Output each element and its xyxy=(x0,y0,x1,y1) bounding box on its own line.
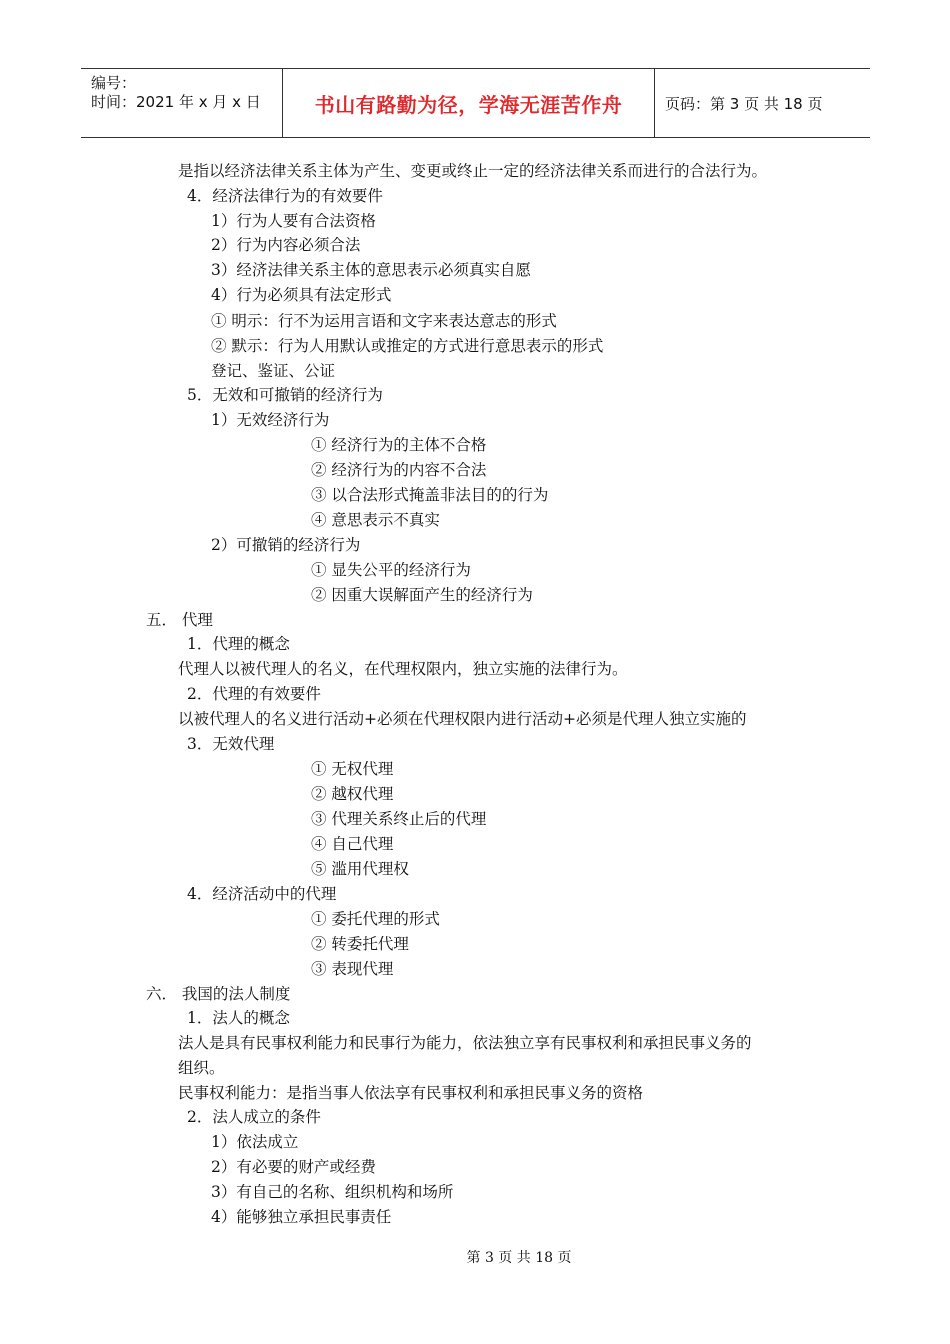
list-item: 2）可撤销的经济行为 xyxy=(211,536,361,554)
document-date-label: 时间：2021 年 x 月 x 日 xyxy=(91,93,261,111)
chapter-heading: 五． 代理 xyxy=(146,611,213,629)
list-item: ② 默示：行为人用默认或推定的方式进行意思表示的形式 xyxy=(211,337,604,355)
footer-page-number: 第 3 页 共 18 页 xyxy=(466,1250,572,1266)
list-item: 4）能够独立承担民事责任 xyxy=(211,1208,392,1226)
section-heading: 3．无效代理 xyxy=(187,735,275,753)
list-item: ① 显失公平的经济行为 xyxy=(311,561,471,579)
paragraph-line: 组织。 xyxy=(178,1059,225,1077)
list-item: ② 经济行为的内容不合法 xyxy=(311,461,487,479)
list-item: ② 因重大误解面产生的经济行为 xyxy=(311,586,533,604)
list-item: ④ 意思表示不真实 xyxy=(311,511,440,529)
page-footer xyxy=(0,1247,950,1267)
section-heading: 1．代理的概念 xyxy=(187,635,290,653)
list-item: 1）无效经济行为 xyxy=(211,411,330,429)
list-item: 1）行为人要有合法资格 xyxy=(211,212,376,230)
chapter-heading: 六． 我国的法人制度 xyxy=(146,985,291,1003)
list-item: ① 委托代理的形式 xyxy=(311,910,440,928)
header-page-cell xyxy=(655,69,870,137)
list-item: ① 无权代理 xyxy=(311,760,394,778)
section-heading: 4．经济法律行为的有效要件 xyxy=(187,187,383,205)
list-item: ④ 自己代理 xyxy=(311,835,394,853)
list-item: 1）依法成立 xyxy=(211,1133,299,1151)
section-heading: 2．法人成立的条件 xyxy=(187,1108,321,1126)
list-item: ③ 代理关系终止后的代理 xyxy=(311,810,487,828)
list-item: 2）行为内容必须合法 xyxy=(211,236,361,254)
list-item: ① 经济行为的主体不合格 xyxy=(311,436,487,454)
header-motto-cell xyxy=(283,69,655,137)
section-heading: 2．代理的有效要件 xyxy=(187,685,321,703)
paragraph-line: 民事权利能力：是指当事人依法享有民事权利和承担民事义务的资格 xyxy=(178,1084,644,1102)
page-header xyxy=(81,68,870,138)
list-item: ② 转委托代理 xyxy=(311,935,409,953)
list-item: 3）有自己的名称、组织机构和场所 xyxy=(211,1183,454,1201)
paragraph-line: 法人是具有民事权利能力和民事行为能力，依法独立享有民事权利和承担民事义务的 xyxy=(178,1034,752,1052)
section-heading: 4．经济活动中的代理 xyxy=(187,885,337,903)
list-item: 3）经济法律关系主体的意思表示必须真实自愿 xyxy=(211,261,531,279)
section-heading: 5．无效和可撤销的经济行为 xyxy=(187,386,383,404)
header-page-label: 页码：第 3 页 共 18 页 xyxy=(665,94,823,113)
paragraph-line: 是指以经济法律关系主体为产生、变更或终止一定的经济法律关系而进行的合法行为。 xyxy=(178,162,768,180)
list-item: ② 越权代理 xyxy=(311,785,394,803)
list-item: 4）行为必须具有法定形式 xyxy=(211,286,392,304)
header-meta-cell xyxy=(81,69,283,137)
document-code-label: 编号： xyxy=(91,74,137,92)
paragraph-line: 登记、鉴证、公证 xyxy=(211,362,336,380)
header-motto: 书山有路勤为径，学海无涯苦作舟 xyxy=(314,92,623,117)
list-item: ③ 表现代理 xyxy=(311,960,394,978)
list-item: ① 明示：行不为运用言语和文字来表达意志的形式 xyxy=(211,312,557,330)
list-item: 2）有必要的财产或经费 xyxy=(211,1158,376,1176)
section-heading: 1．法人的概念 xyxy=(187,1009,290,1027)
paragraph-line: 以被代理人的名义进行活动+必须在代理权限内进行活动+必须是代理人独立实施的 xyxy=(178,710,747,728)
paragraph-line: 代理人以被代理人的名义，在代理权限内，独立实施的法律行为。 xyxy=(178,660,628,678)
list-item: ③ 以合法形式掩盖非法目的的行为 xyxy=(311,486,549,504)
list-item: ⑤ 滥用代理权 xyxy=(311,860,409,878)
